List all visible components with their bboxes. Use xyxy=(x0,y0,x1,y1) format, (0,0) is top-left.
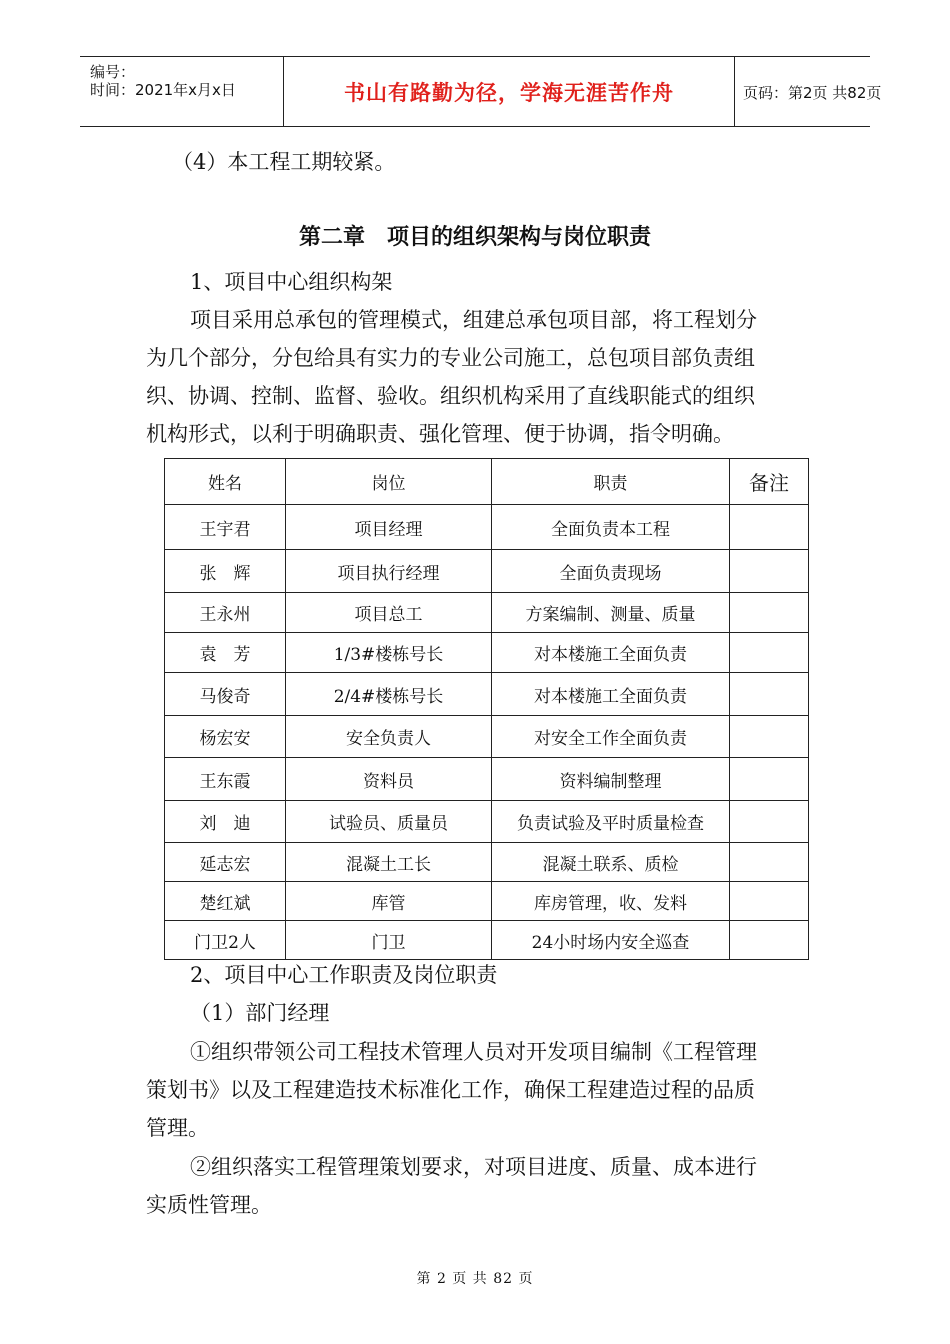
org-table xyxy=(164,458,809,960)
table-row xyxy=(165,758,809,801)
time-label: 时间：2021年x月x日 xyxy=(90,81,236,99)
number-label: 编号： xyxy=(90,63,136,81)
table-row xyxy=(165,843,809,882)
header-cell: 岗位 xyxy=(286,459,492,505)
section1-title: 1、项目中心组织构架 xyxy=(190,270,393,294)
item-line: 实质性管理。 xyxy=(146,1193,272,1217)
header-cell: 职责 xyxy=(492,459,730,505)
header-motto-cell xyxy=(283,57,735,126)
duty-cell: 负责试验及平时质量检查 xyxy=(492,801,730,843)
section2-title: 2、项目中心工作职责及岗位职责 xyxy=(190,963,498,987)
table-header-row xyxy=(165,459,809,505)
remark-cell xyxy=(730,801,809,843)
name-cell: 楚红斌 xyxy=(165,882,286,921)
position-cell: 库管 xyxy=(286,882,492,921)
paragraph-line: 为几个部分，分包给具有实力的专业公司施工，总包项目部负责组 xyxy=(146,346,755,370)
remark-cell xyxy=(730,550,809,593)
duty-cell: 方案编制、测量、质量 xyxy=(492,593,730,633)
table-row xyxy=(165,921,809,960)
remark-cell xyxy=(730,633,809,673)
remark-cell xyxy=(730,843,809,882)
name-cell: 王宇君 xyxy=(165,505,286,550)
name-cell: 刘 迪 xyxy=(165,801,286,843)
duty-cell: 24小时场内安全巡查 xyxy=(492,921,730,960)
paragraph-line: 机构形式，以利于明确职责、强化管理、便于协调，指令明确。 xyxy=(146,422,734,446)
table-row xyxy=(165,550,809,593)
remark-cell xyxy=(730,505,809,550)
item-line: ②组织落实工程管理策划要求，对项目进度、质量、成本进行 xyxy=(190,1155,757,1179)
table-row xyxy=(165,716,809,758)
duty-cell: 库房管理，收、发料 xyxy=(492,882,730,921)
duty-cell: 对本楼施工全面负责 xyxy=(492,673,730,716)
sub1-title: （1）部门经理 xyxy=(190,1001,330,1025)
position-cell: 门卫 xyxy=(286,921,492,960)
position-cell: 项目执行经理 xyxy=(286,550,492,593)
duty-cell: 对安全工作全面负责 xyxy=(492,716,730,758)
position-cell: 试验员、质量员 xyxy=(286,801,492,843)
page-info: 页码：第2页 共82页 xyxy=(743,84,882,102)
duty-cell: 全面负责本工程 xyxy=(492,505,730,550)
position-cell: 混凝土工长 xyxy=(286,843,492,882)
position-cell: 资料员 xyxy=(286,758,492,801)
paragraph-line: 织、协调、控制、监督、验收。组织机构采用了直线职能式的组织 xyxy=(146,384,755,408)
table-row xyxy=(165,801,809,843)
duty-cell: 对本楼施工全面负责 xyxy=(492,633,730,673)
name-cell: 王东霞 xyxy=(165,758,286,801)
position-cell: 项目总工 xyxy=(286,593,492,633)
header-meta xyxy=(80,57,283,126)
remark-cell xyxy=(730,673,809,716)
remark-cell xyxy=(730,758,809,801)
name-cell: 张 辉 xyxy=(165,550,286,593)
name-cell: 杨宏安 xyxy=(165,716,286,758)
table-row xyxy=(165,633,809,673)
motto: 书山有路勤为径，学海无涯苦作舟 xyxy=(344,81,674,105)
remark-cell xyxy=(730,716,809,758)
table-row xyxy=(165,505,809,550)
duty-cell: 全面负责现场 xyxy=(492,550,730,593)
remark-cell xyxy=(730,882,809,921)
remark-cell xyxy=(730,593,809,633)
intro-item: （4）本工程工期较紧。 xyxy=(172,150,396,174)
table-row xyxy=(165,673,809,716)
page-header xyxy=(80,56,882,127)
name-cell: 门卫2人 xyxy=(165,921,286,960)
header-cell: 备注 xyxy=(730,459,809,505)
name-cell: 延志宏 xyxy=(165,843,286,882)
table-row xyxy=(165,882,809,921)
position-cell: 2/4#楼栋号长 xyxy=(286,673,492,716)
position-cell: 项目经理 xyxy=(286,505,492,550)
paragraph-line: 项目采用总承包的管理模式，组建总承包项目部，将工程划分 xyxy=(190,308,757,332)
duty-cell: 资料编制整理 xyxy=(492,758,730,801)
header-page-cell xyxy=(735,57,882,126)
name-cell: 王永州 xyxy=(165,593,286,633)
name-cell: 马俊奇 xyxy=(165,673,286,716)
item-line: 管理。 xyxy=(146,1116,209,1140)
item-line: 策划书》以及工程建造技术标准化工作，确保工程建造过程的品质 xyxy=(146,1078,755,1102)
position-cell: 1/3#楼栋号长 xyxy=(286,633,492,673)
chapter-title: 第二章 项目的组织架构与岗位职责 xyxy=(298,225,651,250)
header-cell: 姓名 xyxy=(165,459,286,505)
name-cell: 袁 芳 xyxy=(165,633,286,673)
table-row xyxy=(165,593,809,633)
page-footer: 第 2 页 共 82 页 xyxy=(416,1271,534,1287)
position-cell: 安全负责人 xyxy=(286,716,492,758)
item-line: ①组织带领公司工程技术管理人员对开发项目编制《工程管理 xyxy=(190,1040,757,1064)
duty-cell: 混凝土联系、质检 xyxy=(492,843,730,882)
remark-cell xyxy=(730,921,809,960)
